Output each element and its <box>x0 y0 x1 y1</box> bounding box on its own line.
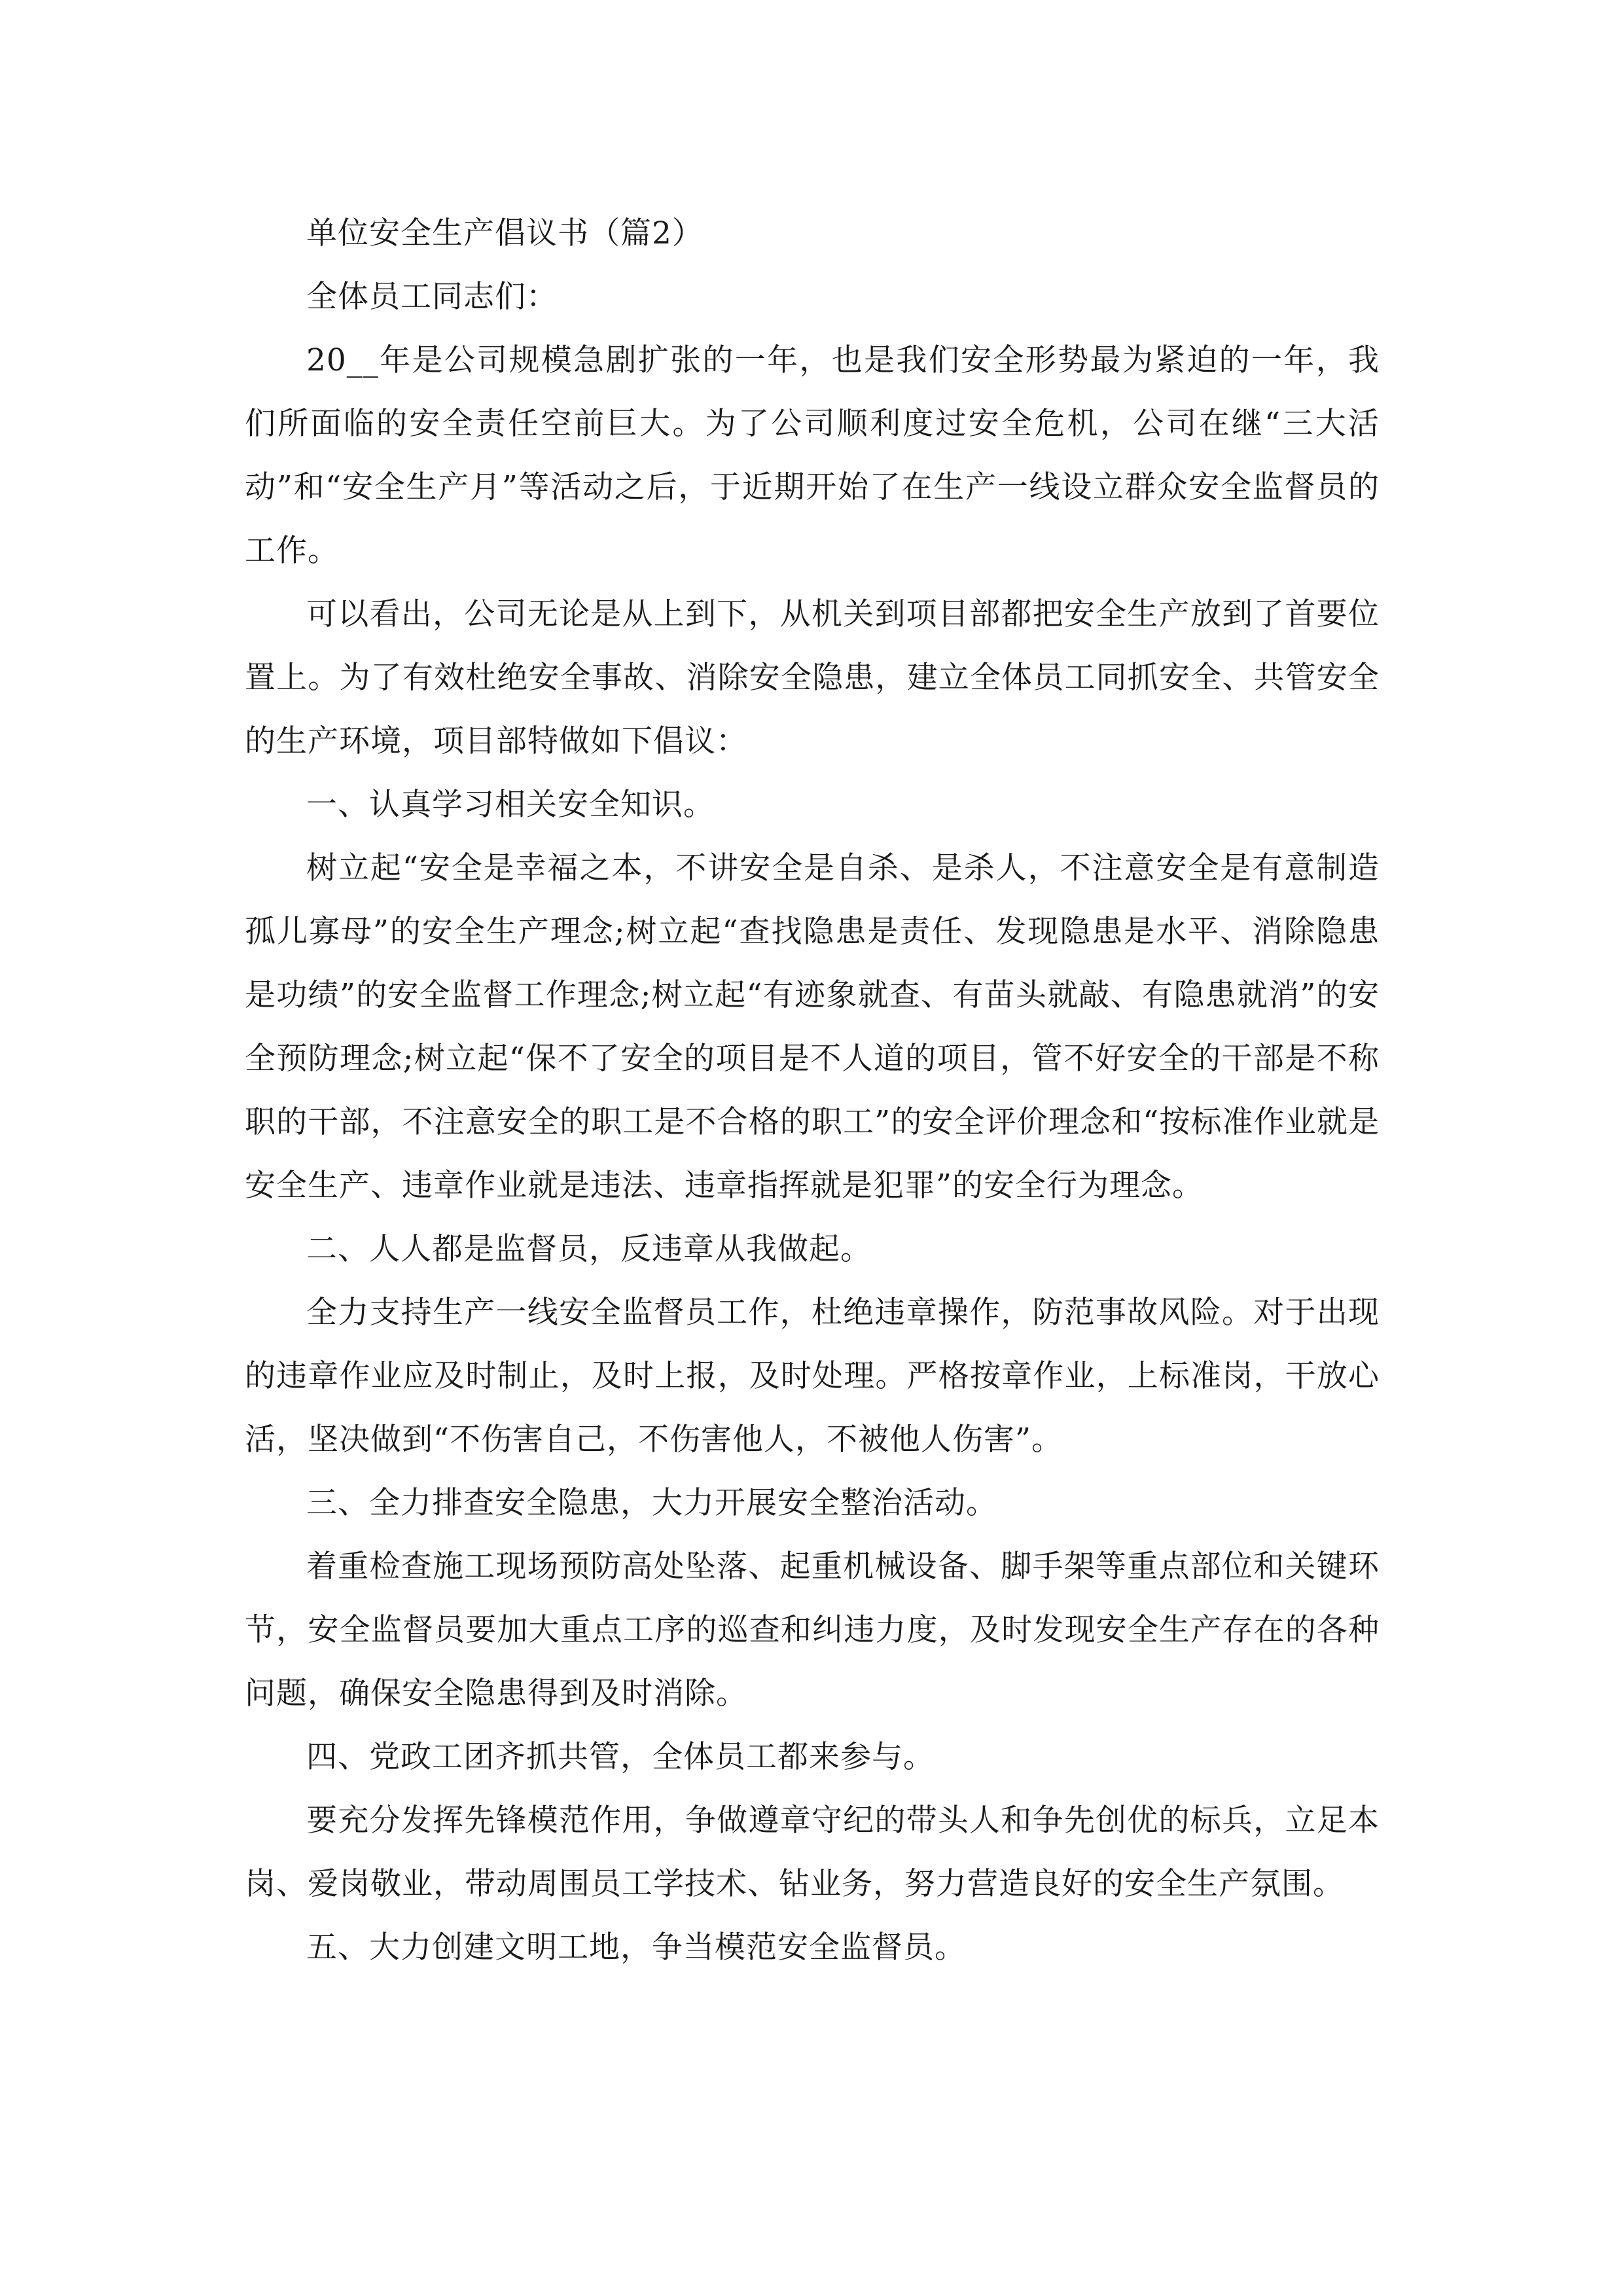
heading-1: 一、认真学习相关安全知识。 <box>306 787 715 823</box>
paragraph-2: 全力支持生产一线安全监督员工作，杜绝违章操作，防范事故风险。对于出现的违章作业应及时制止，及时上报，及时处理。严格按章作业，上标准岗，干放心活，坚决做到“不伤害自己，不伤害他人，不被他人伤害”。 <box>245 1295 1380 1458</box>
paragraph-intro: 20__年是公司规模急剧扩张的一年，也是我们安全形势最为紧迫的一年，我们所面临的安全责任空前巨大。为了公司顺利度过安全危机，公司在继“三大活动”和“安全生产月”等活动之后，于近期开始了在生产一线设立群众安全监督员的工作。 <box>245 342 1380 569</box>
document-title: 单位安全生产倡议书（篇2） <box>306 215 704 251</box>
paragraph-3: 着重检查施工现场预防高处坠落、起重机械设备、脚手架等重点部位和关键环节，安全监督员要加大重点工序的巡查和纠违力度，及时发现安全生产存在的各种问题，确保安全隐患得到及时消除。 <box>245 1549 1380 1712</box>
paragraph-1: 树立起“安全是幸福之本，不讲安全是自杀、是杀人，不注意安全是有意制造孤儿寡母”的安全生产理念;树立起“查找隐患是责任、发现隐患是水平、消除隐患是功绩”的安全监督工作理念;树立起“有迹象就查、有苗头就敲、有隐患就消”的安全预防理念;树立起“保不了安全的项目是不人道的项目，管不好安全的干部是不称职的干部，不注意安全的职工是不合格的职工”的安全评价理念和“按标准作业就是安全生产、违章作业就是违法、违章指挥就是犯罪”的安全行为理念。 <box>245 850 1380 1204</box>
heading-5: 五、大力创建文明工地，争当模范安全监督员。 <box>306 1929 966 1965</box>
paragraph-context: 可以看出，公司无论是从上到下，从机关到项目部都把安全生产放到了首要位置上。为了有效杜绝安全事故、消除安全隐患，建立全体员工同抓安全、共管安全的生产环境，项目部特做如下倡议： <box>245 596 1380 759</box>
paragraph-4: 要充分发挥先锋模范作用，争做遵章守纪的带头人和争先创优的标兵，立足本岗、爱岗敬业，带动周围员工学技术、钻业务，努力营造良好的安全生产氛围。 <box>245 1803 1380 1902</box>
heading-2: 二、人人都是监督员，反违章从我做起。 <box>306 1231 872 1267</box>
salutation: 全体员工同志们： <box>306 279 558 315</box>
document-body <box>245 202 1380 1979</box>
heading-3: 三、全力排查安全隐患，大力开展安全整治活动。 <box>306 1485 997 1521</box>
heading-4: 四、党政工团齐抓共管，全体员工都来参与。 <box>306 1739 935 1775</box>
